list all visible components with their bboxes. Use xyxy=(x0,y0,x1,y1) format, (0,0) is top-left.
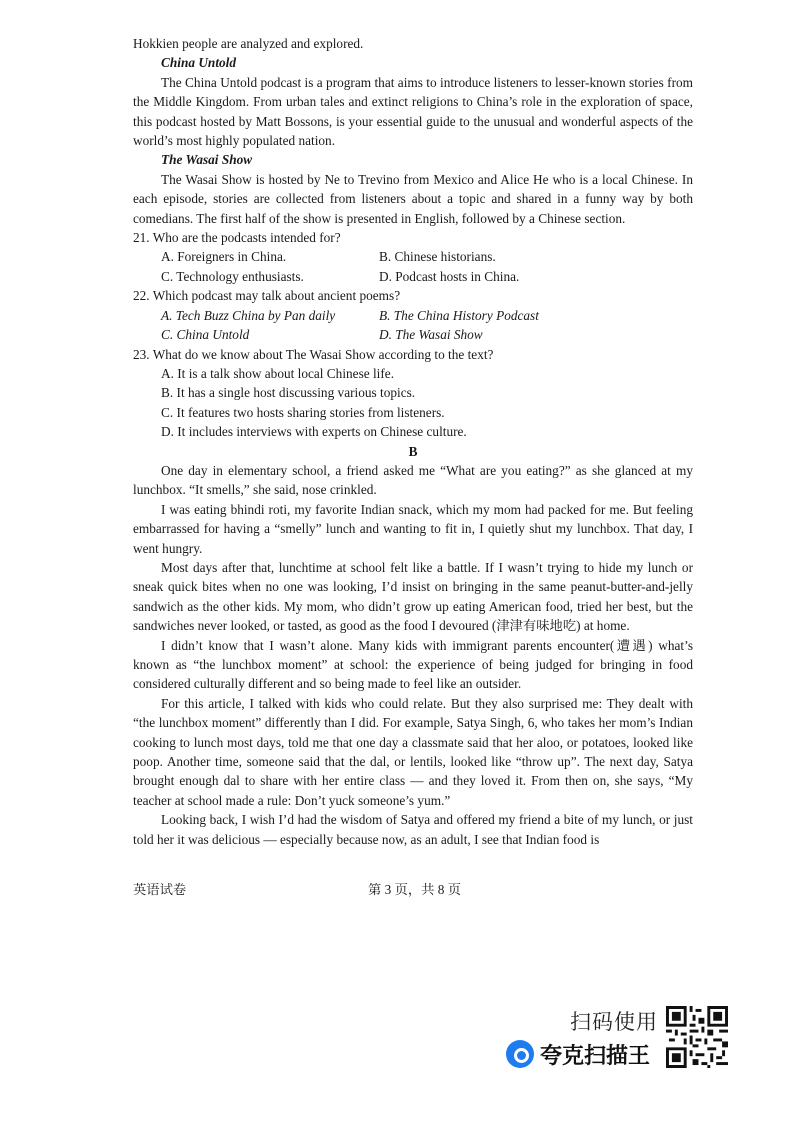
option-a: A. Tech Buzz China by Pan daily xyxy=(161,307,336,323)
paragraph: For this article, I talked with kids who could relate. But they also surprised me: They dealt with “the lunchbox moment” differently than I did. For example, Satya Singh, 6, who takes her mom’s Indian cooking to lunch most days, told me that one day a classmate said that her aloo, or potatoes, looked like poop. Another time, someone said that the dal, or lentils, looked like “throw up”. The next day, Satya brought enough dal to share with her entire class — and they loved it. From then on, she says, “My teacher at school made a rule: Don’t yuck someone’s yum.” xyxy=(133,695,693,808)
paragraph: I was eating bhindi roti, my favorite Indian snack, which my mom had packed for me. But feeling embarrassed for having a “smelly” lunch and wanting to fit in, I quietly shut my lunchbox. That day, I went hungry. xyxy=(133,501,693,556)
option-d: D. The Wasai Show xyxy=(379,327,483,343)
question-stem: 21. Who are the podcasts intended for? xyxy=(133,230,341,246)
question-options xyxy=(133,364,693,442)
qr-code-icon xyxy=(666,1006,728,1068)
option-c: C. It features two hosts sharing stories from listeners. xyxy=(161,404,445,420)
option-b: B. Chinese historians. xyxy=(379,249,496,265)
question-options xyxy=(133,306,693,345)
text-line: Hokkien people are analyzed and explored. xyxy=(133,36,364,51)
option-d: D. It includes interviews with experts on Chinese culture. xyxy=(161,424,467,440)
question-stem: 22. Which podcast may talk about ancient poems? xyxy=(133,288,401,304)
paragraph-china-untold: The China Untold podcast is a program that aims to introduce listeners to lesser-known stories from the Middle Kingdom. From urban tales and extinct religions to China’s role in the exploration of space, this podcast hosted by Matt Bossons, is your essential guide to the unusual and wonderful aspects of the world’s most highly populated nation. xyxy=(133,74,693,149)
option-a: A. Foreigners in China. xyxy=(161,249,287,265)
section-label: B xyxy=(408,443,418,459)
option-d: D. Podcast hosts in China. xyxy=(379,268,520,284)
quark-logo-icon xyxy=(506,1040,534,1068)
paragraph-wasai-show: The Wasai Show is hosted by Ne to Trevino from Mexico and Alice He who is a local Chinese. In each episode, stories are collected from listeners about a topic and shared in a funny way by both comedians. The first half of the show is presented in English, followed by a Chinese section. xyxy=(133,171,693,226)
option-b: B. It has a single host discussing various topics. xyxy=(161,385,416,401)
paragraph: Most days after that, lunchtime at school felt like a battle. If I wasn’t trying to hide my lunch or sneak quick bites when no one was looking, I’d insist on bringing in the same peanut-butter-and-jelly sandwich as the other kids. My mom, who didn’t grow up eating American food, tried her best, but the sandwiches never looked, or tasted, as good as the food I devoured (津津有味地吃) at home. xyxy=(133,559,693,634)
heading-wasai-show: The Wasai Show xyxy=(161,152,253,168)
brand-name: 夸克扫描王 xyxy=(540,1043,651,1069)
question-options xyxy=(133,247,693,286)
paragraph: One day in elementary school, a friend asked me “What are you eating?” as she glanced at my lunchbox. “It smells,” she said, nose crinkled. xyxy=(133,462,693,498)
question-22 xyxy=(133,286,693,344)
scan-prompt: 扫码使用 xyxy=(570,1010,658,1034)
question-21 xyxy=(133,228,693,286)
option-c: C. China Untold xyxy=(161,327,250,343)
paragraph: Looking back, I wish I’d had the wisdom of Satya and offered my friend a bite of my lunch, or just told her it was delicious — especially because now, as an adult, I see that Indian food is xyxy=(133,812,693,847)
option-a: A. It is a talk show about local Chinese life. xyxy=(161,365,395,381)
paragraph: I didn’t know that I wasn’t alone. Many kids with immigrant parents encounter(遭遇) what’s known as “the lunchbox moment” at school: the experience of being judged for bringing in food considered culturally different and so being made to feel like an outsider. xyxy=(133,637,693,692)
document-page xyxy=(133,34,693,849)
heading-china-untold: China Untold xyxy=(161,55,237,71)
question-23 xyxy=(133,345,693,442)
footer-subject: 英语试卷 xyxy=(133,882,187,897)
option-c: C. Technology enthusiasts. xyxy=(161,268,304,284)
footer-page-number: 第 3 页，共 8 页 xyxy=(368,882,462,897)
scanner-brand xyxy=(506,1038,650,1070)
question-stem: 23. What do we know about The Wasai Show according to the text? xyxy=(133,346,494,362)
option-b: B. The China History Podcast xyxy=(379,307,539,323)
